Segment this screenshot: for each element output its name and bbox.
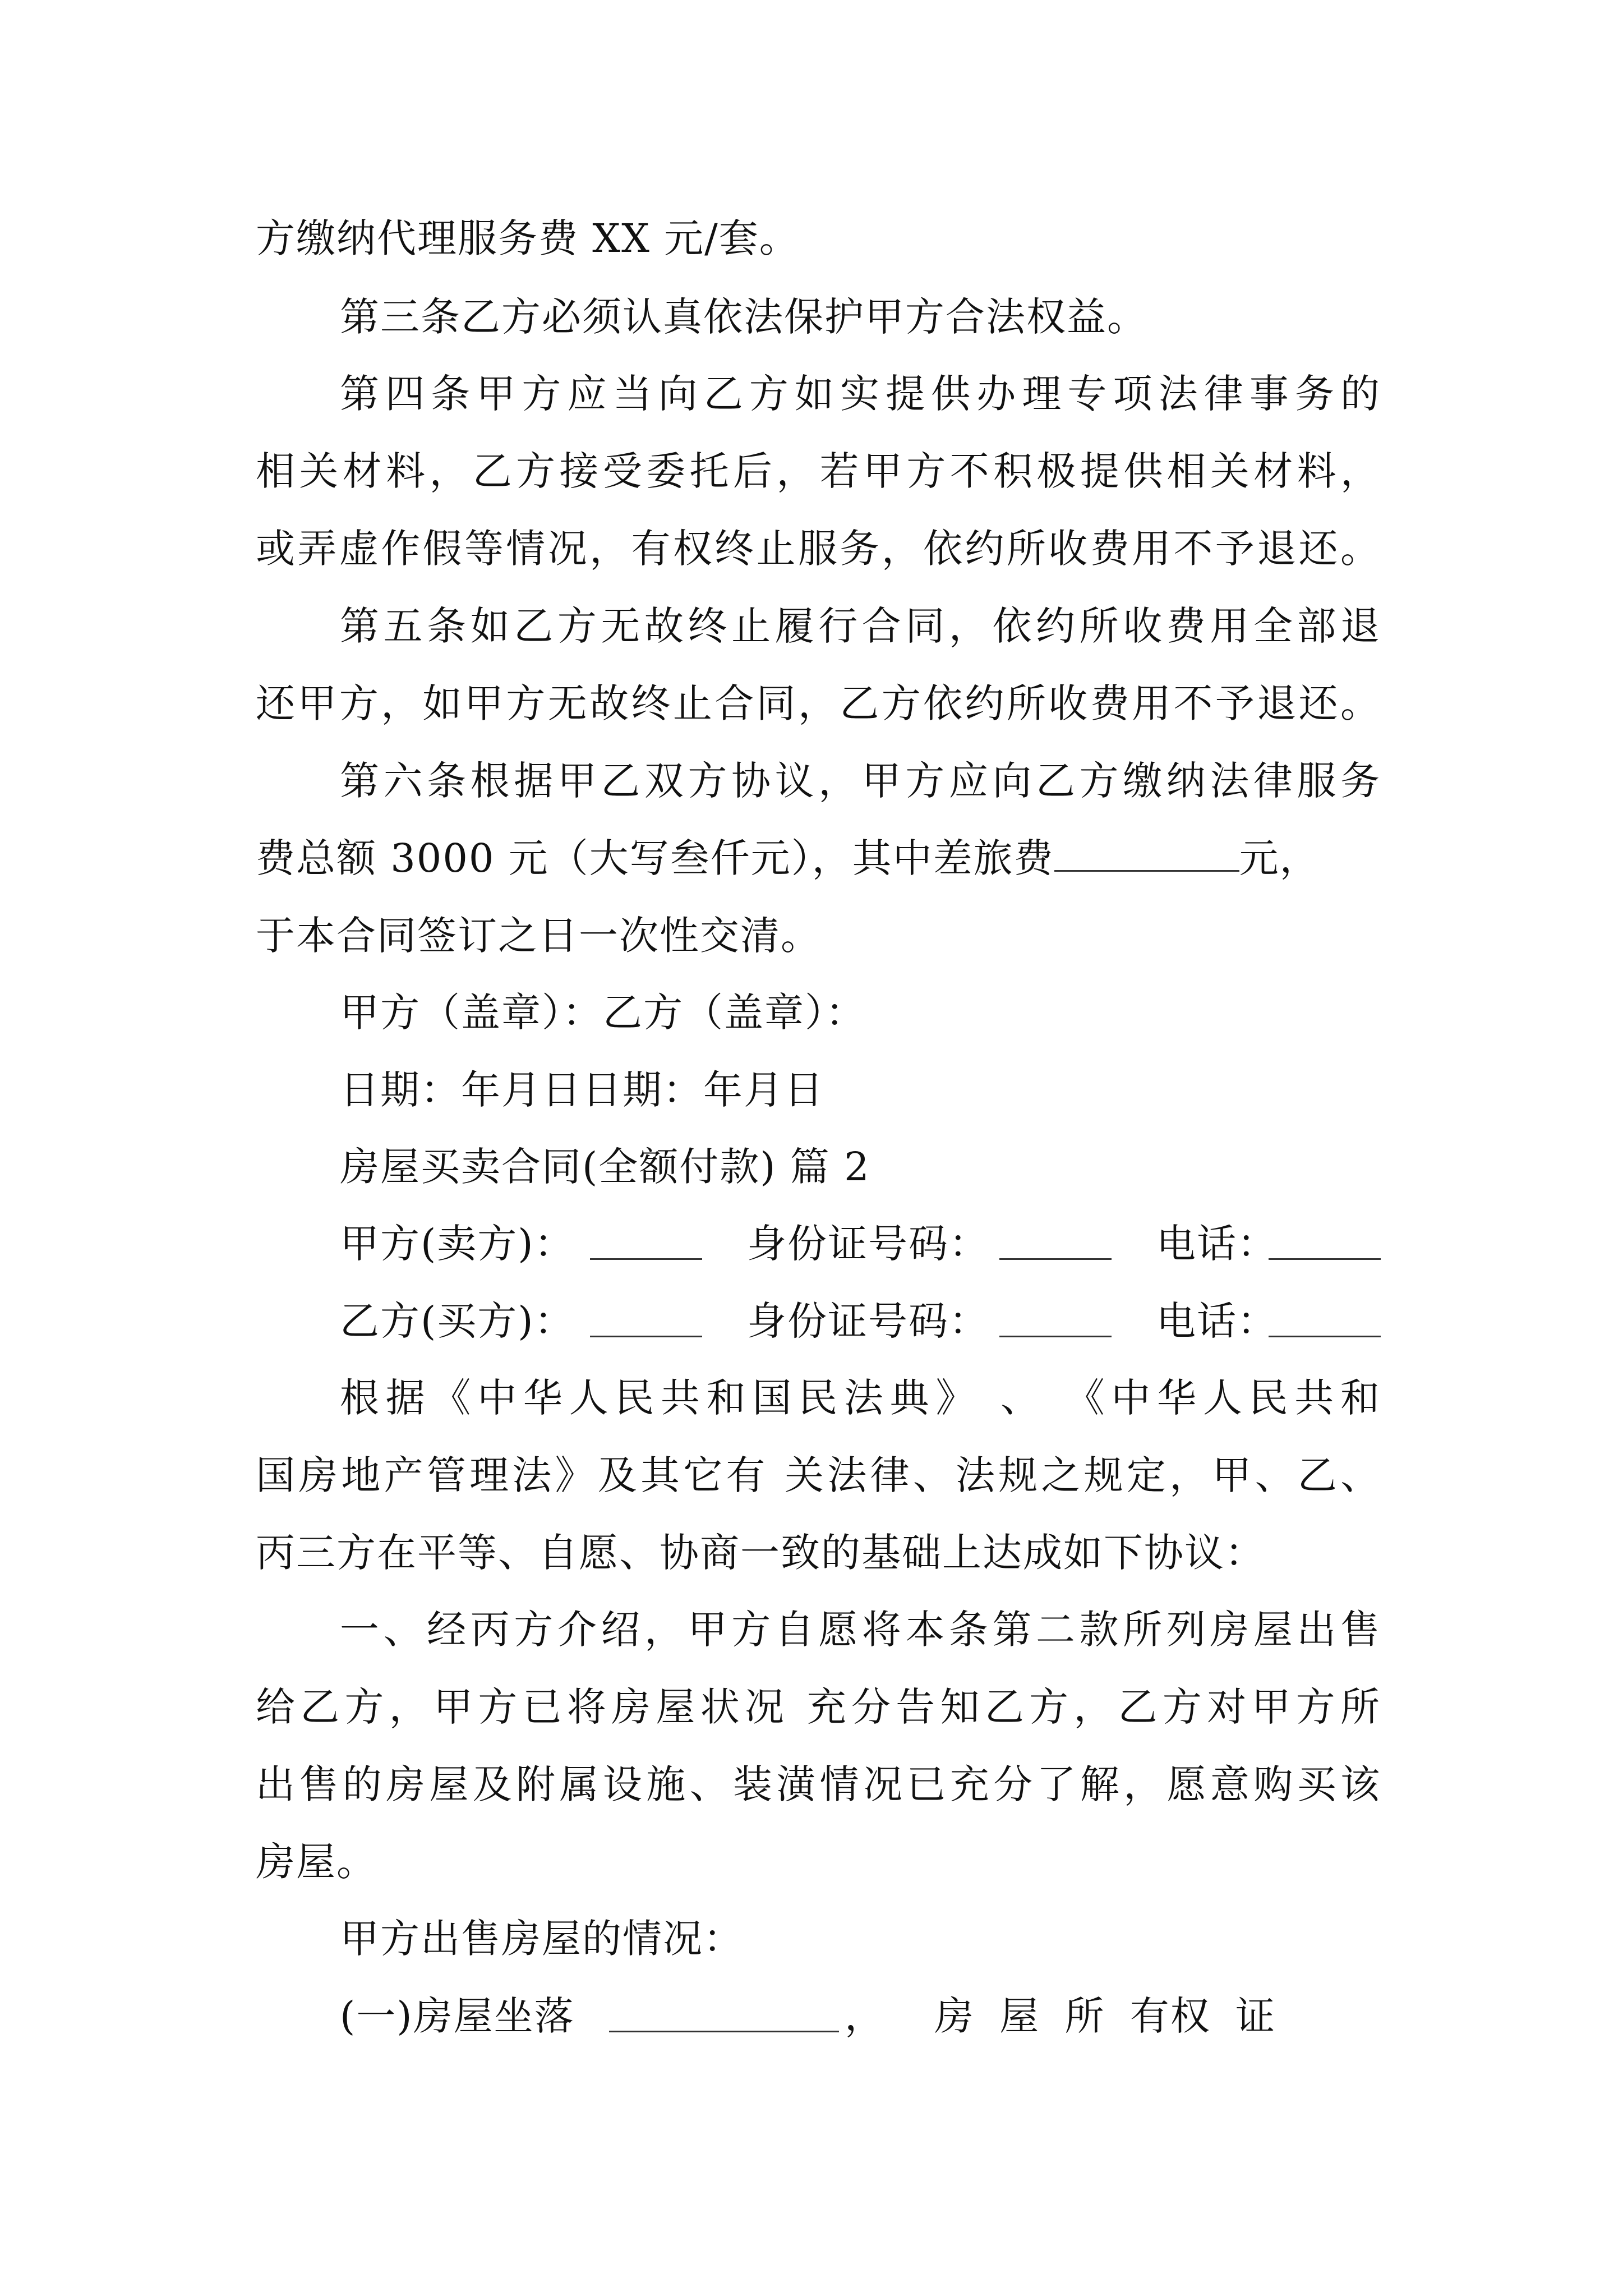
- basis-line-1: 根据《中华人民共和国民法典》 、 《中华人民共和: [340, 1375, 1381, 1421]
- travel-fee-blank: [1054, 835, 1239, 872]
- fee-unit: 元，: [1239, 835, 1320, 881]
- clause-one-line-3: 出售的房屋及附属设施、装潢情况已充分了解，愿意购买该: [256, 1761, 1381, 1807]
- buyer-name-blank: [590, 1301, 702, 1337]
- article-six-line-2: [256, 830, 1377, 886]
- basis-line-3: 丙三方在平等、自愿、协商一致的基础上达成如下协议：: [256, 1530, 1265, 1576]
- seller-phone-blank: [1269, 1223, 1381, 1260]
- date-line: 日期：年月日日期：年月日: [340, 1067, 824, 1113]
- buyer-phone-label: 电话：: [1156, 1298, 1278, 1344]
- location-label: (一)房屋坐落: [340, 1993, 575, 2039]
- seller-name-blank: [590, 1223, 702, 1260]
- property-location-row: [340, 1988, 1381, 2044]
- seller-id-blank: [999, 1223, 1112, 1260]
- seller-label: 甲方(卖方)：: [340, 1221, 575, 1267]
- fee-text: 费总额 3000 元（大写叁仟元），其中差旅费: [256, 835, 1054, 881]
- location-comma: ，: [845, 1993, 885, 2039]
- seller-id-label: 身份证号码：: [747, 1221, 989, 1267]
- section-title: 房屋买卖合同(全额付款) 篇 2: [340, 1144, 870, 1190]
- buyer-row: [340, 1293, 1381, 1349]
- seller-phone-label: 电话：: [1156, 1221, 1278, 1267]
- clause-one-line-1: 一、经丙方介绍，甲方自愿将本条第二款所列房屋出售: [340, 1607, 1381, 1653]
- clause-one-line-4: 房屋。: [256, 1839, 377, 1885]
- article-three: 第三条乙方必须认真依法保护甲方合法权益。: [340, 294, 1147, 340]
- article-four-line-3: 或弄虚作假等情况，有权终止服务，依约所收费用不予退还。: [256, 526, 1381, 572]
- article-five-line-1: 第五条如乙方无故终止履行合同，依约所收费用全部退: [340, 603, 1381, 649]
- basis-line-2: 国房地产管理法》及其它有 关法律、法规之规定，甲、乙、: [256, 1452, 1381, 1498]
- clause-one-line-2: 给乙方，甲方已将房屋状况 充分告知乙方，乙方对甲方所: [256, 1684, 1381, 1730]
- location-blank: [609, 1996, 839, 2032]
- ownership-cert-label: 房 屋 所 有权 证: [934, 1993, 1276, 2039]
- paragraph-line: 方缴纳代理服务费 XX 元/套。: [256, 215, 800, 261]
- article-four-line-2: 相关材料，乙方接受委托后，若甲方不积极提供相关材料，: [256, 448, 1381, 494]
- property-heading: 甲方出售房屋的情况：: [340, 1916, 744, 1962]
- article-five-line-2: 还甲方，如甲方无故终止合同，乙方依约所收费用不予退还。: [256, 680, 1381, 726]
- article-six-line-3: 于本合同签订之日一次性交清。: [256, 913, 821, 959]
- buyer-id-label: 身份证号码：: [747, 1298, 989, 1344]
- buyer-phone-blank: [1269, 1301, 1381, 1337]
- seller-row: [340, 1216, 1381, 1272]
- buyer-id-blank: [999, 1301, 1112, 1337]
- article-four-line-1: 第四条甲方应当向乙方如实提供办理专项法律事务的: [340, 371, 1381, 417]
- seal-line: 甲方（盖章）：乙方（盖章）：: [340, 990, 866, 1036]
- buyer-label: 乙方(买方)：: [340, 1298, 575, 1344]
- article-six-line-1: 第六条根据甲乙双方协议，甲方应向乙方缴纳法律服务: [340, 758, 1381, 804]
